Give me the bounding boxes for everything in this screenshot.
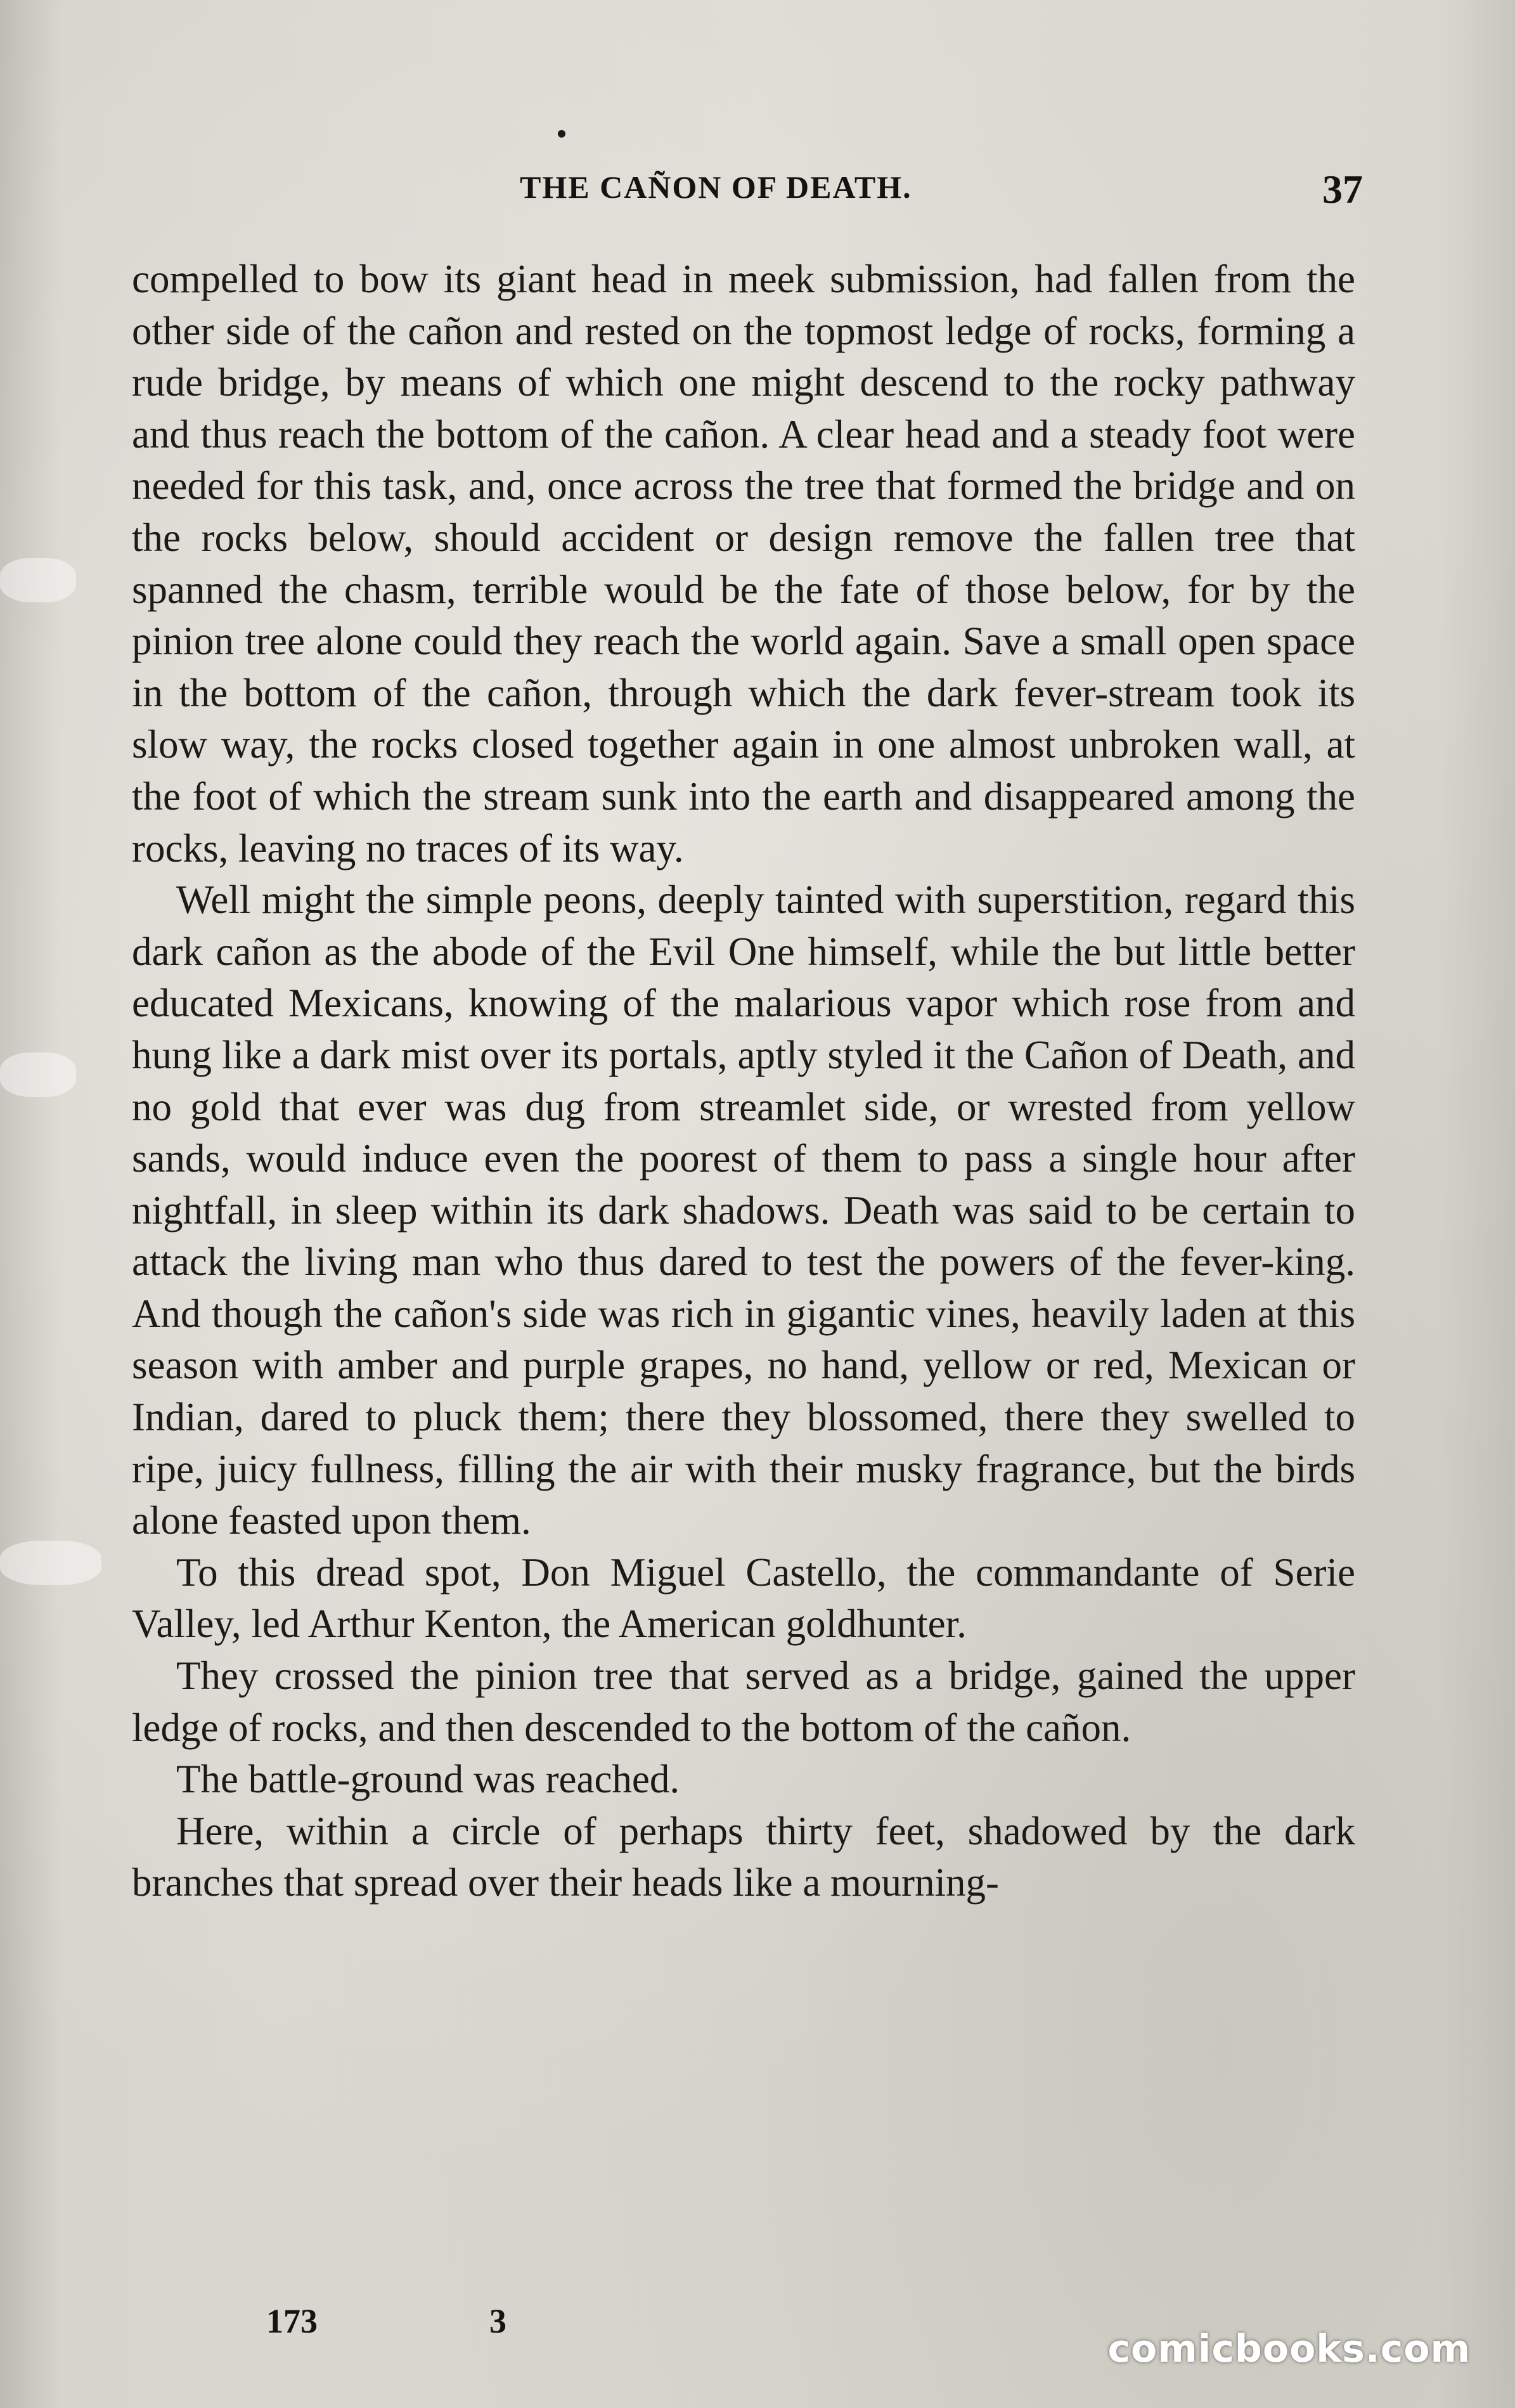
page-tear-mark xyxy=(0,558,76,602)
body-text xyxy=(132,254,1355,1909)
paragraph: They crossed the pinion tree that served as a bridge, gained the upper ledge of rocks, and then descended to the bottom of the cañon. xyxy=(132,1654,1355,1750)
paragraph: compelled to bow its giant head in meek submission, had fallen from the other side of the cañon and rested on the topmost ledge of rocks, forming a rude bridge, by means of which one might descend to the rocky pathway and thus reach the bottom of the cañon. A clear head and a steady foot were needed for this task, and, once across the tree that formed the bridge and on the rocks below, should accident or design remove the fallen tree that spanned the chasm, terrible would be the fate of those below, for by the pinion tree alone could they reach the world again. Save a small open space in the bottom of the cañon, through which the dark fever-stream took its slow way, the rocks closed together again in one almost unbroken wall, at the foot of which the stream sunk into the earth and disappeared among the rocks, leaving no traces of its way. xyxy=(132,257,1355,871)
ink-dot xyxy=(558,130,565,138)
page-tear-mark xyxy=(0,1052,76,1097)
sheet-number: 3 xyxy=(489,2302,506,2340)
page-number: 37 xyxy=(1322,167,1363,212)
paragraph: Well might the simple peons, deeply tainted with superstition, regard this dark cañon as the abode of the Evil One himself, while the but little better educated Mexicans, knowing of the malarious vapor which rose from and hung like a dark mist over its portals, aptly styled it the Cañon of Death, and no gold that ever was dug from streamlet side, or wrested from yellow sands, would induce even the poorest of them to pass a single hour after nightfall, in sleep within its dark shadows. Death was said to be certain to attack the living man who thus dared to test the powers of the fever-king. And though the cañon's side was rich in gigantic vines, heavily laden at this season with amber and purple grapes, no hand, yellow or red, Mexican or Indian, dared to pluck them; there they blossomed, there they swelled to ripe, juicy fullness, filling the air with their musky fragrance, but the birds alone feasted upon them. xyxy=(132,877,1355,1543)
running-title: THE CAÑON OF DEATH. xyxy=(520,169,912,205)
watermark: comicbooks.com xyxy=(1107,2327,1471,2371)
paragraph: The battle-ground was reached. xyxy=(176,1757,680,1802)
signature-number: 173 xyxy=(266,2302,318,2340)
page-header xyxy=(0,166,1515,217)
page-fold-mark xyxy=(0,1541,101,1585)
paragraph: Here, within a circle of perhaps thirty feet, shadowed by the dark branches that spread over their heads like a mourning- xyxy=(132,1808,1355,1905)
paragraph: To this dread spot, Don Miguel Castello, the commandante of Serie Valley, led Arthur Kenton, the American goldhunter. xyxy=(132,1550,1355,1647)
